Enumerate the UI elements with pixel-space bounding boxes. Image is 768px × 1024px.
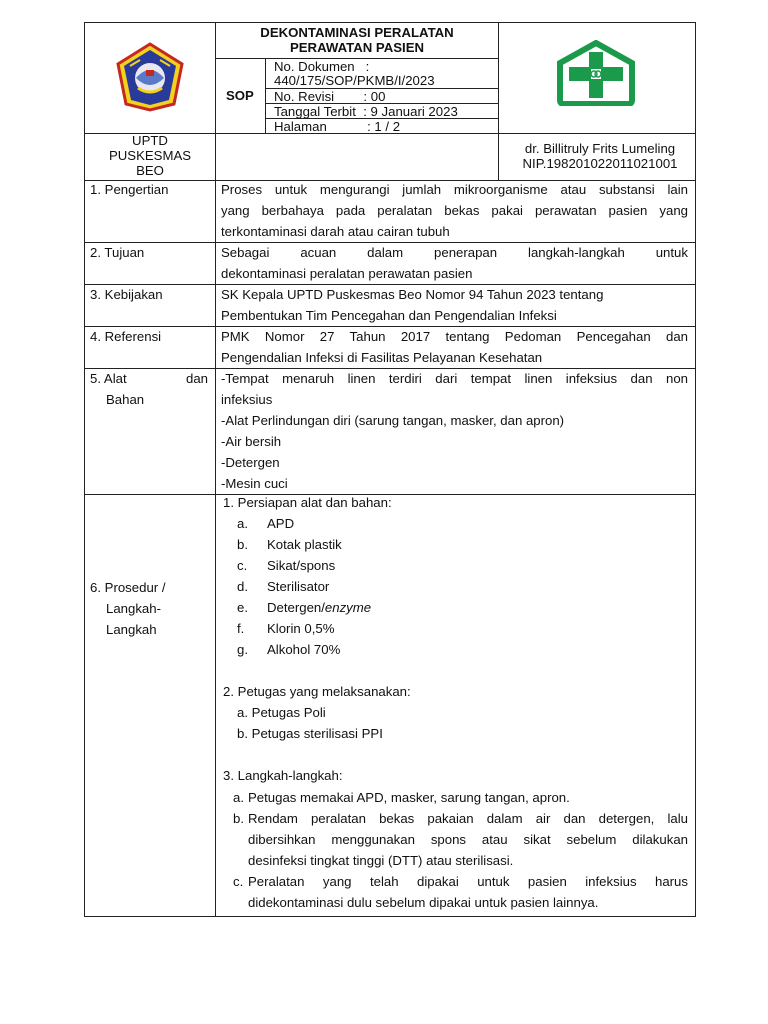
step1-letter-d: d. <box>237 579 248 594</box>
step2-item-b: b. Petugas sterilisasi PPI <box>237 726 383 741</box>
step3-item-a: Petugas memakai APD, masker, sarung tangan, apron. <box>248 790 570 805</box>
pengertian-line-1: Proses untuk mengurangi jumlah mikroorganisme atau substansi lain <box>221 182 688 197</box>
label-prosedur-1: 6. Prosedur / <box>90 580 166 595</box>
step1-item-e-italic: enzyme <box>324 600 372 615</box>
table-border-top <box>84 22 696 23</box>
step1-item-c: Sikat/spons <box>267 558 336 573</box>
tujuan-line-1: Sebagai acuan dalam penerapan langkah-langkah untuk <box>221 245 688 260</box>
alat-line-3: -Alat Perlindungan diri (sarung tangan, masker, dan apron) <box>221 413 565 428</box>
signer-nip: NIP.198201022011021001 <box>522 156 678 171</box>
step1-item-g: Alkohol 70% <box>267 642 341 657</box>
step1-item-d: Sterilisator <box>267 579 330 594</box>
org-line-3: BEO <box>136 163 164 178</box>
label-alat-bahan: Bahan <box>106 392 145 407</box>
label-prosedur-2: Langkah- <box>106 601 161 616</box>
step1-item-e-text: Detergen/ <box>267 600 325 615</box>
step1-item-b: Kotak plastik <box>267 537 342 552</box>
step3-letter-a: a. <box>233 790 244 805</box>
sop-label: SOP <box>226 88 254 103</box>
step1-item-a: APD <box>267 516 295 531</box>
column-divider <box>215 22 216 917</box>
meta-issue-date: Tanggal Terbit : 9 Januari 2023 <box>274 104 458 119</box>
label-tujuan: 2. Tujuan <box>90 245 145 260</box>
signer-block <box>510 141 690 171</box>
alat-line-5: -Detergen <box>221 455 280 470</box>
step1-item-f: Klorin 0,5% <box>267 621 335 636</box>
step1-letter-a: a. <box>237 516 248 531</box>
step1-letter-g: g. <box>237 642 248 657</box>
step1-letter-e: e. <box>237 600 248 615</box>
step2-title: 2. Petugas yang melaksanakan: <box>223 684 411 699</box>
meta-document-number: 440/175/SOP/PKMB/I/2023 <box>274 73 435 88</box>
label-alat-dan: dan <box>186 371 209 386</box>
alat-line-1: -Tempat menaruh linen terdiri dari tempat linen infeksius dan non <box>221 371 688 386</box>
step1-letter-f: f. <box>237 621 245 636</box>
signer-name: dr. Billitruly Frits Lumeling <box>524 141 676 156</box>
table-border-bottom <box>84 916 696 917</box>
sop-divider <box>265 58 266 133</box>
step3-item-c-line-1: Peralatan yang telah dipakai untuk pasien infeksius harus <box>248 874 688 889</box>
title-line-1: DEKONTAMINASI PERALATAN <box>260 25 454 40</box>
step3-item-b-line-2: dibersihkan menggunakan spons atau sikat sebelum dilakukan <box>248 832 688 847</box>
step1-item-e <box>267 597 371 618</box>
org-line-1: UPTD <box>132 133 168 148</box>
alat-line-2: infeksius <box>221 392 273 407</box>
referensi-line-1: PMK Nomor 27 Tahun 2017 tentang Pedoman Pencegahan dan <box>221 329 688 344</box>
meta-page: Halaman : 1 / 2 <box>274 119 401 134</box>
step3-title: 3. Langkah-langkah: <box>223 768 343 783</box>
kebijakan-line-2: Pembentukan Tim Pencegahan dan Pengendalian Infeksi <box>221 308 557 323</box>
step3-item-b-line-3: desinfeksi tingkat tinggi (DTT) atau sterilisasi. <box>248 853 514 868</box>
kebijakan-line-1: SK Kepala UPTD Puskesmas Beo Nomor 94 Tahun 2023 tentang <box>221 287 604 302</box>
pengertian-line-3: terkontaminasi darah atau cairan tubuh <box>221 224 450 239</box>
step2-item-a: a. Petugas Poli <box>237 705 326 720</box>
referensi-line-2: Pengendalian Infeksi di Fasilitas Pelayanan Kesehatan <box>221 350 543 365</box>
step1-letter-c: c. <box>237 558 248 573</box>
title-line-2: PERAWATAN PASIEN <box>289 40 425 55</box>
header-divider-right <box>498 22 499 180</box>
meta-revision: No. Revisi : 00 <box>274 89 386 104</box>
alat-line-4: -Air bersih <box>221 434 282 449</box>
step3-letter-c: c. <box>233 874 244 889</box>
alat-line-6: -Mesin cuci <box>221 476 288 491</box>
step1-letter-b: b. <box>237 537 248 552</box>
label-kebijakan: 3. Kebijakan <box>90 287 163 302</box>
label-referensi: 4. Referensi <box>90 329 162 344</box>
label-prosedur-3: Langkah <box>106 622 157 637</box>
organization-name <box>85 133 215 178</box>
pengertian-line-2: yang berbahaya pada peralatan bekas pakai perawatan pasien yang <box>221 203 688 218</box>
document-title <box>216 25 498 55</box>
puskesmas-logo <box>557 40 635 106</box>
regional-emblem-logo <box>116 42 184 112</box>
table-border-right <box>695 22 696 917</box>
meta-document-number-label: No. Dokumen : <box>274 59 370 74</box>
step1-title: 1. Persiapan alat dan bahan: <box>223 495 392 510</box>
label-alat: 5. Alat <box>90 371 127 386</box>
step3-letter-b: b. <box>233 811 244 826</box>
step3-item-c-line-2: didekontaminasi dulu sebelum dipakai untuk pasien lainnya. <box>248 895 599 910</box>
org-line-2: PUSKESMAS <box>108 148 192 163</box>
tujuan-line-2: dekontaminasi peralatan perawatan pasien <box>221 266 473 281</box>
step3-item-b-line-1: Rendam peralatan bekas pakaian dalam air dan detergen, lalu <box>248 811 688 826</box>
label-pengertian: 1. Pengertian <box>90 182 169 197</box>
